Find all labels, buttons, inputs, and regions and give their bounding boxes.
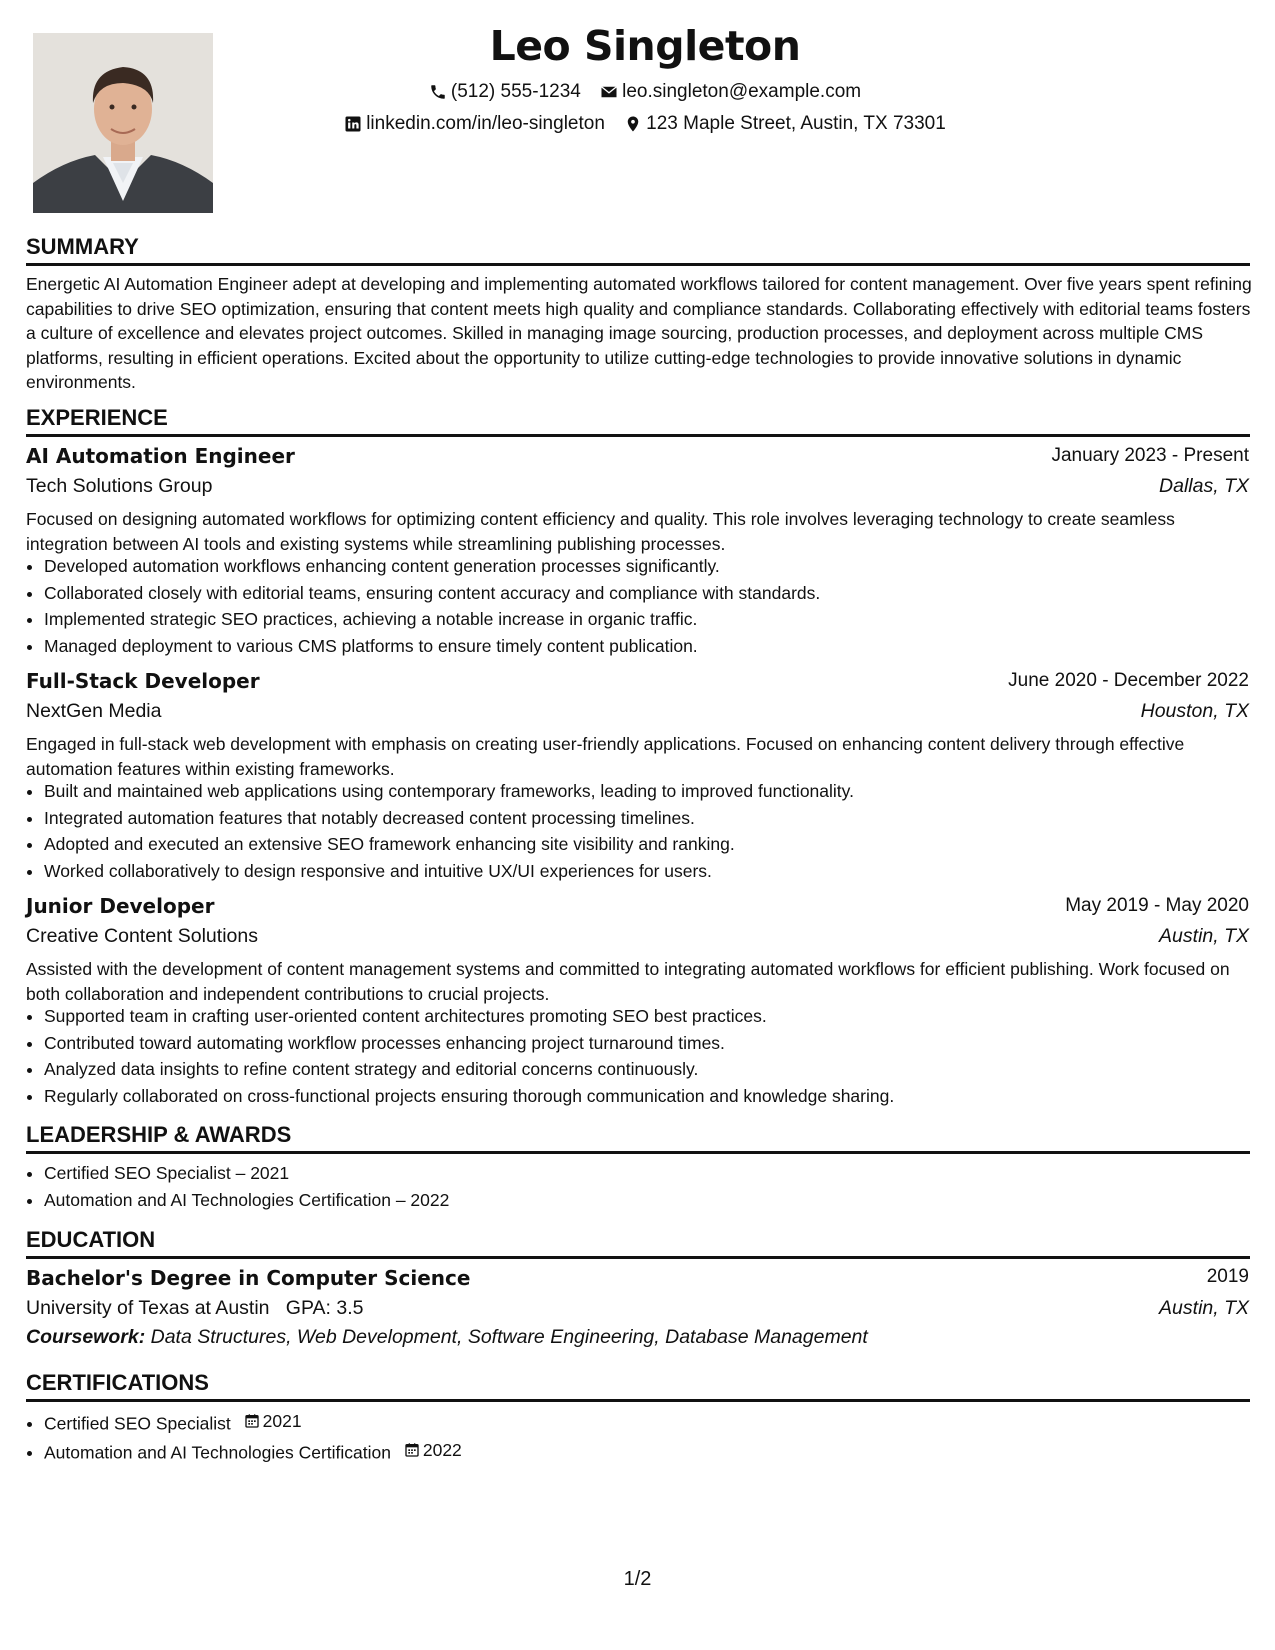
gpa: GPA: 3.5 xyxy=(285,1297,364,1319)
phone-icon xyxy=(429,83,447,101)
email-address[interactable]: leo.singleton@example.com xyxy=(622,81,862,102)
page-number: 1/2 xyxy=(623,1568,652,1590)
section-title-leadership: LEADERSHIP & AWARDS xyxy=(26,1122,1250,1154)
certification-date xyxy=(404,1437,462,1464)
list-item: • Adopted and executed an extensive SEO framework enhancing site visibility and ranking. xyxy=(44,831,1270,858)
address-contact xyxy=(624,113,946,135)
certifications-list xyxy=(26,1408,1270,1466)
job-bullets xyxy=(26,778,1270,884)
list-item: • Collaborated closely with editorial teams, ensuring content accuracy and compliance with standards. xyxy=(44,580,1270,607)
section-title-education: EDUCATION xyxy=(26,1227,1250,1259)
job-location: Houston, TX xyxy=(1140,700,1249,722)
leadership-list xyxy=(26,1160,1270,1213)
calendar-icon xyxy=(244,1413,260,1429)
job-title: AI Automation Engineer xyxy=(26,444,295,468)
job-title: Junior Developer xyxy=(26,894,215,918)
phone-contact xyxy=(429,81,581,103)
list-item xyxy=(44,1408,1270,1437)
company-name: Creative Content Solutions xyxy=(26,925,258,947)
graduation-year: 2019 xyxy=(1206,1266,1249,1287)
certification-name: Automation and AI Technologies Certification xyxy=(44,1442,391,1462)
list-item: • Implemented strategic SEO practices, achieving a notable increase in organic traffic. xyxy=(44,606,1270,633)
linkedin-icon xyxy=(344,115,362,133)
job-description: Engaged in full-stack web development with emphasis on creating user-friendly applications. Focused on enhancing content delivery through effective automation features within existing frameworks. xyxy=(26,734,1185,779)
list-item: • Automation and AI Technologies Certification – 2022 xyxy=(44,1187,1270,1214)
linkedin-contact[interactable] xyxy=(344,113,605,135)
job-dates: May 2019 - May 2020 xyxy=(1065,895,1249,916)
company-name: Tech Solutions Group xyxy=(26,475,213,497)
job-dates: June 2020 - December 2022 xyxy=(1008,670,1249,691)
list-item: • Analyzed data insights to refine content strategy and editorial concerns continuously. xyxy=(44,1056,1270,1083)
section-title-experience: EXPERIENCE xyxy=(26,405,1250,437)
candidate-name: Leo Singleton xyxy=(489,22,801,70)
section-title-summary: SUMMARY xyxy=(26,234,1250,266)
job-description: Focused on designing automated workflows for optimizing content efficiency and quality. This role involves leveraging technology to create seamless integration between AI tools and existing systems while streamlining publishing processes. xyxy=(26,509,1175,554)
company-name: NextGen Media xyxy=(26,700,162,722)
phone-number: (512) 555-1234 xyxy=(450,81,581,102)
list-item: • Built and maintained web applications using contemporary frameworks, leading to improved functionality. xyxy=(44,778,1270,805)
coursework-label: Coursework: xyxy=(26,1326,146,1348)
list-item: • Regularly collaborated on cross-functional projects ensuring thorough communication and knowledge sharing. xyxy=(44,1083,1270,1110)
job-bullets xyxy=(26,553,1270,659)
calendar-icon xyxy=(404,1442,420,1458)
certification-year: 2022 xyxy=(422,1439,462,1460)
contact-line-1 xyxy=(0,81,1275,107)
school-line xyxy=(26,1297,363,1320)
list-item: • Developed automation workflows enhancing content generation processes significantly. xyxy=(44,553,1270,580)
school-location: Austin, TX xyxy=(1159,1297,1249,1319)
certification-name: Certified SEO Specialist xyxy=(44,1413,231,1434)
job-title: Full-Stack Developer xyxy=(26,669,260,693)
school-name: University of Texas at Austin xyxy=(26,1297,270,1319)
coursework-list: Data Structures, Web Development, Software Engineering, Database Management xyxy=(150,1326,868,1348)
section-title-certifications: CERTIFICATIONS xyxy=(26,1370,1250,1402)
list-item: • Contributed toward automating workflow processes enhancing project turnaround times. xyxy=(44,1030,1270,1057)
job-location: Austin, TX xyxy=(1159,925,1249,947)
summary-text: Energetic AI Automation Engineer adept at developing and implementing automated workflows tailored for content management. Over five years spent refining capabilities to drive SEO optimization, ensuring that content meets high quality and compliance standards. Collaborating effectively with editorial teams fosters a culture of excellence and elevates project outcomes. Skilled in managing image sourcing, production processes, and deployment across multiple CMS platforms, resulting in efficient operations. Excited about the opportunity to utilize cutting-edge technologies to provide innovative solutions in dynamic environments. xyxy=(26,274,1252,392)
job-location: Dallas, TX xyxy=(1159,475,1249,497)
list-item: • Certified SEO Specialist – 2021 xyxy=(44,1160,1270,1187)
contact-line-2 xyxy=(0,113,1275,139)
linkedin-url[interactable]: linkedin.com/in/leo-singleton xyxy=(366,113,605,134)
street-address: 123 Maple Street, Austin, TX 73301 xyxy=(646,113,946,134)
list-item: • Integrated automation features that notably decreased content processing timelines. xyxy=(44,805,1270,832)
job-bullets xyxy=(26,1003,1270,1109)
certification-year: 2021 xyxy=(262,1411,302,1431)
job-description: Assisted with the development of content management systems and committed to integrating automated workflows for efficient publishing. Work focused on both collaboration and independent contributions to crucial projects. xyxy=(26,959,1230,1004)
coursework-line xyxy=(26,1326,868,1349)
degree-title: Bachelor's Degree in Computer Science xyxy=(26,1266,471,1290)
list-item: • Managed deployment to various CMS platforms to ensure timely content publication. xyxy=(44,633,1270,660)
envelope-icon xyxy=(600,83,618,101)
list-item: • Worked collaboratively to design responsive and intuitive UX/UI experiences for users. xyxy=(44,858,1270,885)
email-contact[interactable] xyxy=(600,81,861,103)
list-item: • Supported team in crafting user-oriented content architectures promoting SEO best practices. xyxy=(44,1003,1270,1030)
map-marker-icon xyxy=(624,115,642,133)
job-dates: January 2023 - Present xyxy=(1051,445,1249,466)
list-item xyxy=(44,1437,1270,1466)
certification-date xyxy=(244,1408,302,1435)
